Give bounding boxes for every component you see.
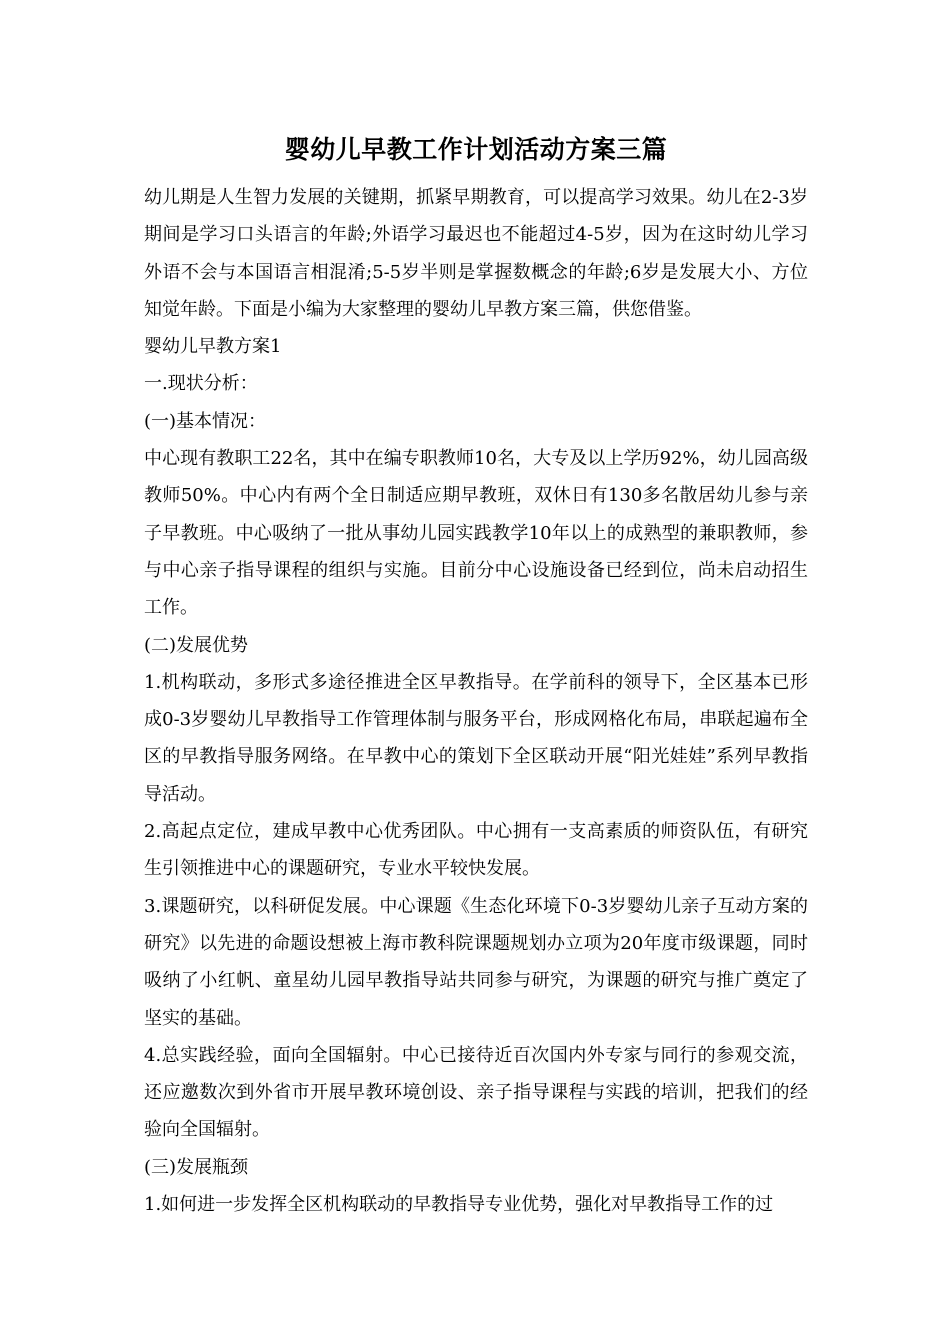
- body-paragraph: 1.如何进一步发挥全区机构联动的早教指导专业优势，强化对早教指导工作的过: [144, 1194, 774, 1216]
- body-paragraph: 中心现有教职工22名，其中在编专职教师10名，大专及以上学历92%，幼儿园高级教师50%。中心内有两个全日制适应期早教班，双休日有130多名散居幼儿参与亲子早教班。中心吸纳了一批从事幼儿园实践教学10年以上的成熟型的兼职教师，参与中心亲子指导课程的组织与实施。目前分中心设施设备已经到位，尚未启动招生工作。: [144, 448, 808, 619]
- section-heading: 一.现状分析：: [144, 373, 258, 395]
- document-title: 婴幼儿早教工作计划活动方案三篇: [284, 135, 668, 164]
- body-paragraph: 2.高起点定位，建成早教中心优秀团队。中心拥有一支高素质的师资队伍，有研究生引领推进中心的课题研究，专业水平较快发展。: [144, 821, 808, 880]
- body-paragraph: 3.课题研究，以科研促发展。中心课题《生态化环境下0-3岁婴幼儿亲子互动方案的研究》以先进的命题设想被上海市教科院课题规划办立项为20年度市级课题，同时吸纳了小红帆、童星幼儿园早教指导站共同参与研究，为课题的研究与推广奠定了坚实的基础。: [144, 895, 808, 1029]
- body-paragraph: 1.机构联动，多形式多途径推进全区早教指导。在学前科的领导下，全区基本已形成0-3岁婴幼儿早教指导工作管理体制与服务平台，形成网格化布局，串联起遍布全区的早教指导服务网络。在早教中心的策划下全区联动开展“阳光娃娃”系列早教指导活动。: [144, 671, 808, 805]
- subsection-heading: (三)发展瓶颈: [144, 1156, 249, 1178]
- document-body: [144, 179, 808, 1223]
- subsection-heading: (一)基本情况：: [144, 410, 267, 432]
- document-page: [144, 0, 808, 1223]
- subsection-heading: (二)发展优势: [144, 634, 249, 656]
- body-paragraph: 4.总实践经验，面向全国辐射。中心已接待近百次国内外专家与同行的参观交流，还应邀数次到外省市开展早教环境创设、亲子指导课程与实践的培训，把我们的经验向全国辐射。: [144, 1044, 808, 1141]
- section-heading: 婴幼儿早教方案1: [144, 336, 282, 358]
- intro-paragraph: 幼儿期是人生智力发展的关键期，抓紧早期教育，可以提高学习效果。幼儿在2-3岁期间是学习口头语言的年龄;外语学习最迟也不能超过4-5岁，因为在这时幼儿学习外语不会与本国语言相混淆;5-5岁半则是掌握数概念的年龄;6岁是发展大小、方位知觉年龄。下面是小编为大家整理的婴幼儿早教方案三篇，供您借鉴。: [144, 187, 808, 320]
